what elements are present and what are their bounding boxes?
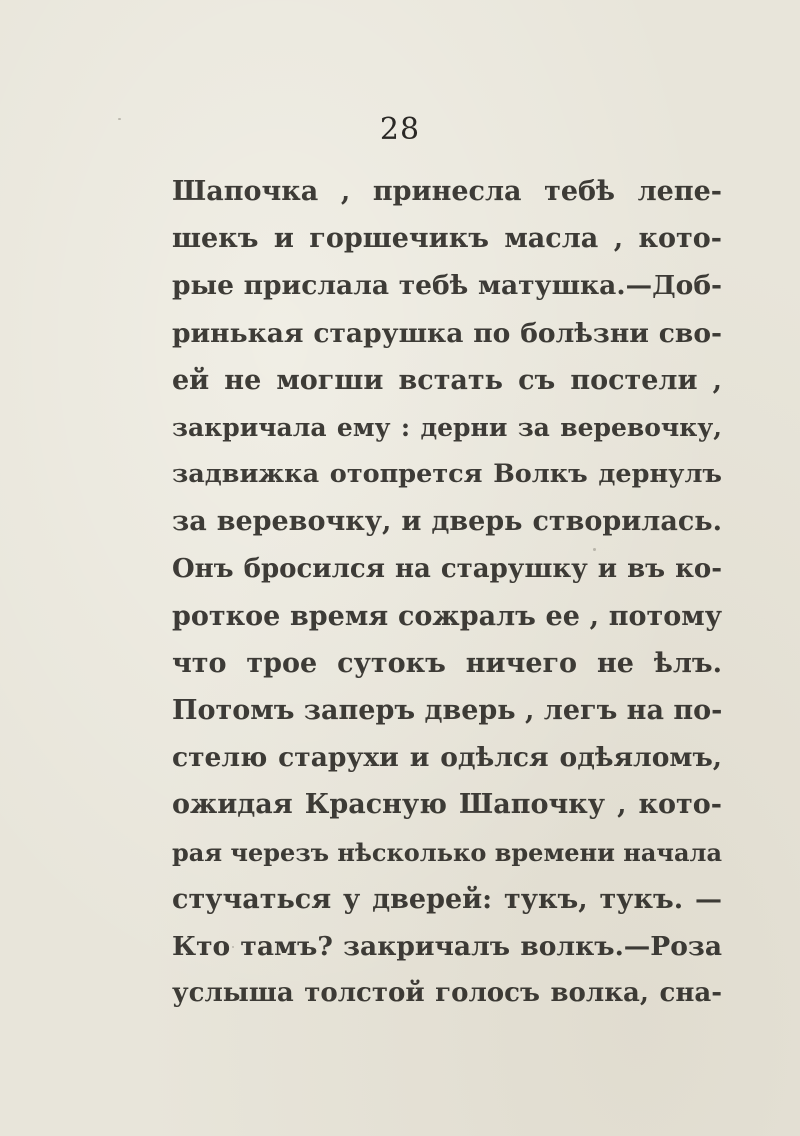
text-line: ожидая Красную Шапочку , кото- <box>172 789 722 821</box>
text-line: услыша толстой голосъ волка, сна- <box>172 978 722 1009</box>
text-line: стелю старухи и одѣлся одѣяломъ, <box>172 742 722 774</box>
text-line: что трое сутокъ ничего не ѣлъ. <box>172 647 722 679</box>
text-line: ринькая старушка по болѣзни сво- <box>172 317 722 349</box>
text-line: рая черезъ нѣсколько времени начала <box>172 837 722 867</box>
text-line: Шапочка , принесла тебѣ лепе- <box>172 176 722 207</box>
text-line: роткое время сожралъ ее , потому <box>172 600 722 632</box>
body-text <box>172 168 722 1017</box>
text-line: ей не могши встать съ постели , <box>172 364 722 396</box>
text-line: закричала ему : дерни за веревочку, <box>172 412 722 442</box>
text-line: Онъ бросился на старушку и въ ко- <box>172 553 722 584</box>
text-line: рые прислала тебѣ матушка.—Доб- <box>172 270 722 302</box>
text-line: шекъ и горшечикъ масла , кото- <box>172 223 722 255</box>
text-line: Кто тамъ? закричалъ волкъ.—Роза <box>172 931 722 962</box>
text-line: стучаться у дверей: тукъ, тукъ. — <box>172 883 722 915</box>
page-number: 28 <box>379 112 421 147</box>
text-line: задвижка отопрется Волкъ дернулъ <box>172 459 722 490</box>
text-line: Потомъ заперъ дверь , легъ на по- <box>172 695 723 727</box>
text-line: за веревочку, и дверь створилась. <box>172 506 722 538</box>
